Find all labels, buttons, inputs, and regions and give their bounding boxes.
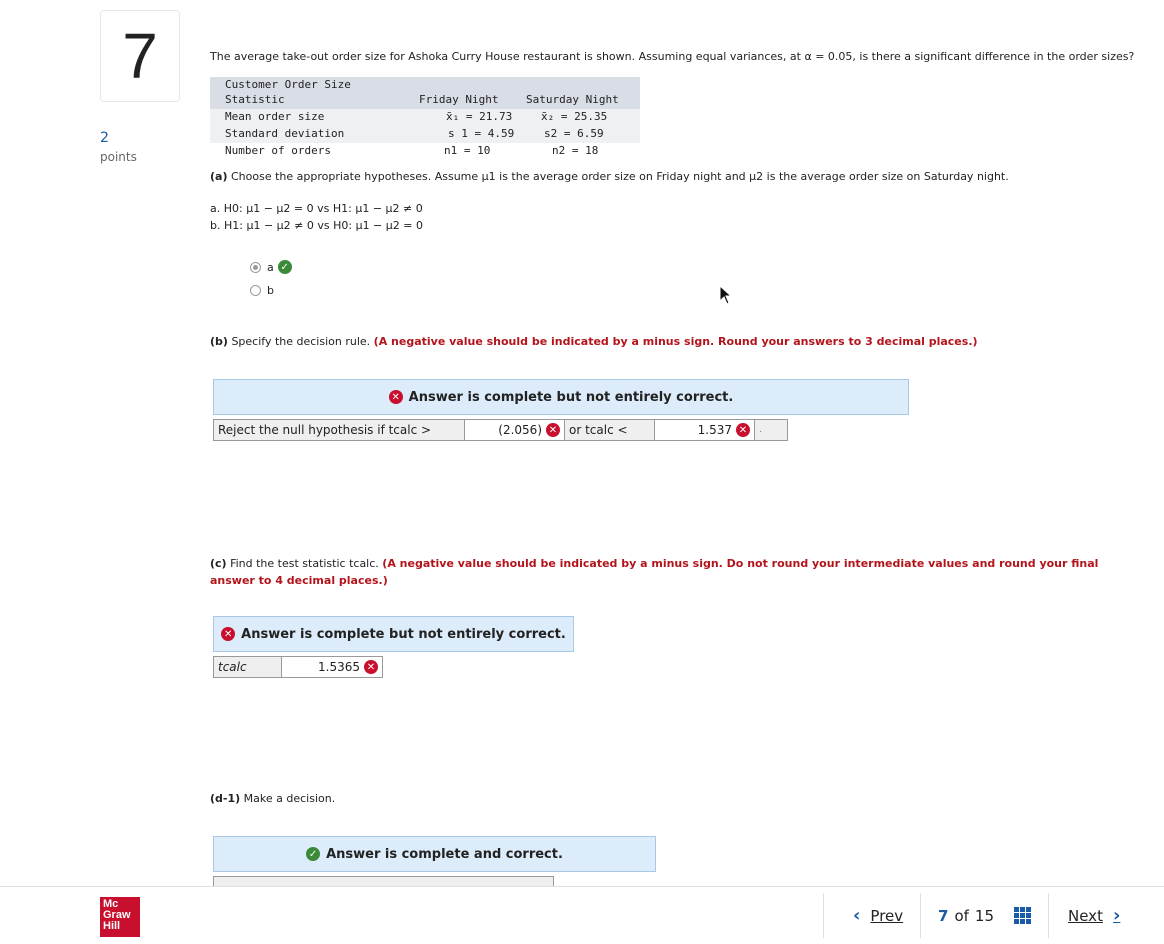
check-icon: ✓	[306, 847, 320, 861]
table-header-title: Customer Order Size	[225, 78, 351, 91]
part-d1-text: Make a decision.	[243, 792, 336, 805]
points-value: 2	[100, 130, 109, 146]
x-icon: ✕	[364, 660, 378, 674]
part-b-text: Specify the decision rule.	[231, 335, 371, 348]
part-d1-tag: (d-1)	[210, 792, 241, 805]
row-saturday: n2 = 18	[552, 144, 599, 157]
mcgraw-hill-logo	[100, 897, 140, 937]
check-icon: ✓	[278, 260, 292, 274]
table-header-friday: Friday Night	[419, 93, 499, 106]
chevron-right-icon: ›	[1112, 905, 1121, 926]
banner-d1-text: Answer is complete and correct.	[326, 846, 563, 862]
part-c-text: Find the test statistic tcalc.	[230, 557, 379, 570]
divider	[920, 893, 921, 938]
decision-value-2-text: 1.537	[697, 423, 732, 437]
table-header-saturday: Saturday Night	[526, 93, 619, 106]
answer-banner-b	[213, 379, 909, 415]
decision-trail: .	[755, 420, 787, 440]
table-header-statistic: Statistic	[225, 93, 285, 106]
logo-line-3: Hill	[103, 920, 121, 932]
decision-value-2[interactable]	[655, 420, 755, 440]
mouse-cursor-icon	[719, 285, 733, 305]
row-saturday: x̄₂ = 25.35	[541, 110, 608, 123]
page-indicator[interactable]	[938, 887, 1031, 944]
hypothesis-option-b: b. H1: μ1 − μ2 ≠ 0 vs H0: μ1 − μ2 = 0	[210, 219, 423, 232]
divider	[1048, 893, 1049, 938]
total-pages: 15	[974, 906, 994, 925]
table-row	[210, 126, 640, 143]
row-saturday: s2 = 6.59	[544, 127, 604, 140]
logo-line-1: Mc	[103, 898, 119, 910]
prev-button[interactable]	[843, 887, 903, 944]
part-a-prompt	[210, 170, 1009, 183]
next-label: Next	[1068, 906, 1103, 925]
tcalc-label: tcalc	[214, 657, 282, 677]
x-icon: ✕	[736, 423, 750, 437]
grid-icon[interactable]	[1014, 907, 1031, 924]
radio-b[interactable]	[250, 285, 261, 296]
part-b-prompt	[210, 335, 978, 348]
radio-a-label: a	[267, 260, 274, 274]
tcalc-value-text: 1.5365	[318, 660, 360, 674]
part-b-tag: (b)	[210, 335, 228, 348]
x-icon: ✕	[546, 423, 560, 437]
question-number: 7	[100, 10, 180, 102]
test-statistic-table	[213, 656, 383, 678]
points-label: points	[100, 150, 137, 164]
row-label: Number of orders	[225, 144, 331, 157]
prev-label: Prev	[870, 906, 904, 925]
logo-line-2: Graw	[103, 909, 131, 921]
answer-banner-d1	[213, 836, 656, 872]
decision-value-1[interactable]	[465, 420, 565, 440]
decision-label-2: or tcalc <	[565, 420, 655, 440]
row-label: Standard deviation	[225, 127, 345, 140]
current-page: 7	[938, 906, 949, 925]
radio-a-selected[interactable]	[250, 262, 261, 273]
decision-rule-table	[213, 419, 788, 441]
footer-bar	[0, 886, 1164, 944]
part-a-text: Choose the appropriate hypotheses. Assume μ1 is the average order size on Friday night and μ2 is the average order size on Saturday night.	[230, 170, 1009, 183]
x-icon: ✕	[389, 390, 403, 404]
divider	[823, 893, 824, 938]
radio-b-label: b	[267, 284, 274, 297]
of-label: of	[954, 906, 969, 925]
part-a-tag: (a)	[210, 170, 228, 183]
banner-c-text: Answer is complete but not entirely correct.	[241, 626, 566, 642]
part-c-note: (A negative value should be indicated by a minus sign. Do not round your intermediate values and round your final answer to 4 decimal places.)	[210, 557, 1099, 587]
part-c-prompt	[210, 555, 1115, 589]
part-b-note: (A negative value should be indicated by a minus sign. Round your answers to 3 decimal places.)	[373, 335, 978, 348]
table-row	[210, 143, 640, 160]
row-friday: x̄₁ = 21.73	[446, 110, 513, 123]
decision-table-partial	[213, 876, 554, 886]
next-button[interactable]	[1068, 887, 1130, 944]
table-row	[210, 109, 640, 126]
banner-b-text: Answer is complete but not entirely correct.	[408, 389, 734, 405]
part-c-tag: (c)	[210, 557, 227, 570]
data-table	[210, 77, 640, 160]
radio-option-b[interactable]	[250, 284, 274, 297]
tcalc-value[interactable]	[282, 657, 382, 677]
answer-banner-c	[213, 616, 574, 652]
radio-option-a[interactable]	[250, 260, 292, 274]
row-friday: n1 = 10	[444, 144, 491, 157]
row-friday: s 1 = 4.59	[448, 127, 515, 140]
question-text: The average take-out order size for Ashoka Curry House restaurant is shown. Assuming equal variances, at α = 0.05, is there a significant difference in the order sizes?	[210, 50, 1135, 63]
row-label: Mean order size	[225, 110, 325, 123]
hypothesis-option-a: a. H0: μ1 − μ2 = 0 vs H1: μ1 − μ2 ≠ 0	[210, 202, 423, 215]
decision-value-1-text: (2.056)	[498, 423, 542, 437]
part-d1-prompt	[210, 792, 335, 805]
x-icon: ✕	[221, 627, 235, 641]
chevron-left-icon: ‹	[853, 905, 861, 926]
table-header	[210, 77, 640, 109]
decision-label-1: Reject the null hypothesis if tcalc >	[214, 420, 465, 440]
